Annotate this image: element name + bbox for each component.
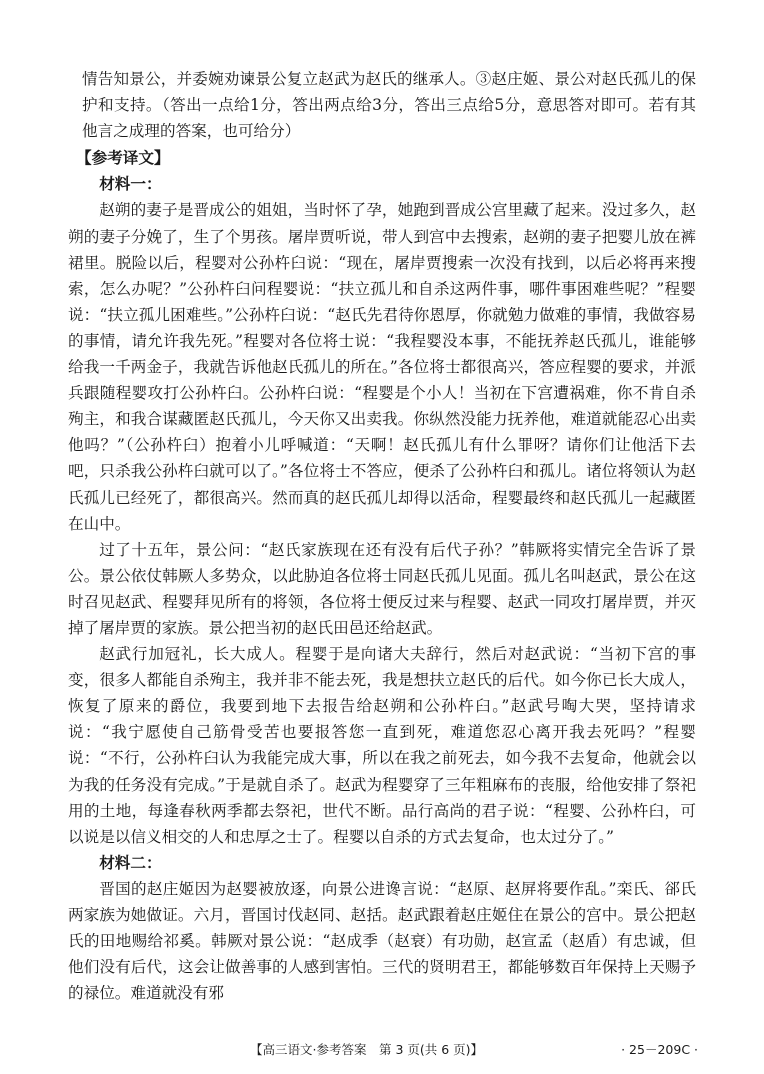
footer-code: · 25－209C · [621,1042,698,1057]
footer-page-info: 【高三语文·参考答案 第 3 页(共 6 页)】 [250,1042,484,1057]
material-one-title: 材料一： [99,174,162,194]
material-one-paragraph: 赵朔的妻子是晋成公的姐姐，当时怀了孕，她跑到晋成公宫里藏了起来。没过多久，赵朔的妻子分娩了，生了个男孩。屠岸贾听说，带人到宫中去搜索，赵朔的妻子把婴儿放在裤裙里。脱险以后，程婴对公孙杵臼说：“现在，屠岸贾搜索一次没有找到，以后必将再来搜索，怎么办呢？”公孙杵臼问程婴说：“扶立孤儿和自杀这两件事，哪件事困难些呢？”程婴说：“扶立孤儿困难些。”公孙杵臼说：“赵氏先君待你恩厚，你就勉力做难的事情，我做容易的事情，请允许我先死。”程婴对各位将士说：“我程婴没本事，不能抚养赵氏孤儿，谁能够给我一千两金子，我就告诉他赵氏孤儿的所在。”各位将士都很高兴，答应程婴的要求，并派兵跟随程婴攻打公孙杵臼。公孙杵臼说：“程婴是个小人！当初在下宫遭祸难，你不肯自杀殉主，和我合谋藏匿赵氏孤儿，今天你又出卖我。你纵然没能力抚养他，难道就能忍心出卖他吗？”（公孙杵臼）抱着小儿呼喊道：“天啊！赵氏孤儿有什么罪呀？请你们让他活下去吧，只杀我公孙杵臼就可以了。”各位将士不答应，便杀了公孙杵臼和孤儿。诸位将领认为赵氏孤儿已经死了，都很高兴。然而真的赵氏孤儿却得以活命，程婴最终和赵氏孤儿一起藏匿在山中。 [68,201,696,533]
page-footer [0,1040,764,1064]
material-one-paragraph: 过了十五年，景公问：“赵氏家族现在还有没有后代子孙？”韩厥将实情完全告诉了景公。景公依仗韩厥人多势众，以此胁迫各位将士同赵氏孤儿见面。孤儿名叫赵武，景公在这时召见赵武、程婴拜见所有的将领，各位将士便反过来与程婴、赵武一同攻打屠岸贾，并灭掉了屠岸贾的家族。景公把当初的赵氏田邑还给赵武。 [68,540,696,637]
page-content [68,66,696,1006]
material-two-paragraph: 晋国的赵庄姬因为赵婴被放逐，向景公进谗言说：“赵原、赵屏将要作乱。”栾氏、郤氏两家族为她做证。六月，晋国讨伐赵同、赵括。赵武跟着赵庄姬住在景公的宫中。景公把赵氏的田地赐给祁奚。韩厥对景公说：“赵成季（赵衰）有功勋，赵宣孟（赵盾）有忠诚，但他们没有后代，这会让做善事的人感到害怕。三代的贤明君王，都能够数百年保持上天赐予的禄位。难道就没有邪 [68,879,696,1003]
material-two-title: 材料二： [99,852,162,872]
translation-heading: 【参考译文】 [76,148,170,168]
answer-continuation: 情告知景公，并委婉劝谏景公复立赵武为赵氏的继承人。③赵庄姬、景公对赵氏孤儿的保护和支持。（答出一点给1分，答出两点给3分，答出三点给5分，意思答对即可。若有其他言之成理的答案，也可给分） [82,70,696,141]
material-one-paragraph: 赵武行加冠礼，长大成人。程婴于是向诸大夫辞行，然后对赵武说：“当初下宫的事变，很多人都能自杀殉主，我并非不能去死，我是想扶立赵氏的后代。如今你已长大成人，恢复了原来的爵位，我要到地下去报告给赵朔和公孙杵臼。”赵武号啕大哭，坚持请求说：“我宁愿使自己筋骨受苦也要报答您一直到死，难道您忍心离开我去死吗？”程婴说：“不行，公孙杵臼认为我能完成大事，所以在我之前死去，如今我不去复命，他就会以为我的任务没有完成。”于是就自杀了。赵武为程婴穿了三年粗麻布的丧服，给他安排了祭祀用的土地，每逢春秋两季都去祭祀，世代不断。品行高尚的君子说：“程婴、公孙杵臼，可以说是以信义相交的人和忠厚之士了。程婴以自杀的方式去复命，也太过分了。” [68,645,696,846]
